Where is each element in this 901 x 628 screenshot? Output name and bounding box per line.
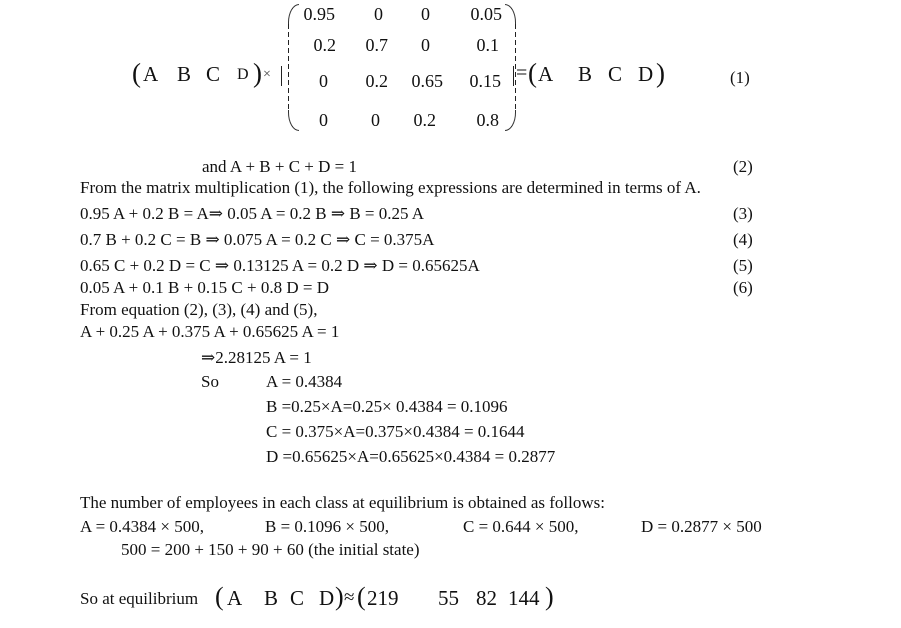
- conclusion-value-d: 144: [508, 586, 540, 610]
- employees-a: A = 0.4384 × 500,: [80, 517, 205, 536]
- left-paren: (: [528, 58, 537, 88]
- equation-number-6: (6): [733, 278, 753, 297]
- matrix-cell: 0: [319, 71, 328, 91]
- matrix-cell: 0: [371, 110, 380, 130]
- equation-4: 0.7 B + 0.2 C = B ⇒ 0.075 A = 0.2 C ⇒ C = 0.375A: [80, 230, 435, 249]
- approx-sign: ≈: [344, 587, 355, 608]
- left-paren: (: [132, 58, 141, 88]
- right-vector-b: B: [578, 62, 593, 86]
- matrix-cell: 0.1: [476, 35, 499, 55]
- so-label: So: [201, 372, 219, 391]
- left-vector-d: D: [237, 66, 249, 83]
- implies-equation: ⇒2.28125 A = 1: [201, 348, 312, 367]
- matrix-cell: 0.15: [469, 71, 501, 91]
- matrix-cell: 0: [319, 110, 328, 130]
- right-paren: ): [253, 58, 262, 88]
- matrix-cell: 0: [374, 4, 383, 24]
- matrix-cell: 0.2: [313, 35, 336, 55]
- value-b: B =0.25×A=0.25× 0.4384 = 0.1096: [266, 397, 508, 416]
- value-c: C = 0.375×A=0.375×0.4384 = 0.1644: [266, 422, 525, 441]
- equation-number-2: (2): [733, 157, 753, 176]
- right-paren: ): [656, 58, 665, 88]
- matrix-cell: 0.2: [365, 71, 388, 91]
- equation-number-5: (5): [733, 256, 753, 275]
- conclusion-value-a: 219: [367, 586, 399, 610]
- left-vector-b: B: [177, 62, 192, 86]
- left-vector-a: A: [143, 62, 159, 86]
- right-vector-c: C: [608, 62, 623, 86]
- conclusion-b: B: [264, 586, 279, 610]
- intro-paragraph: From the matrix multiplication (1), the following expressions are determined in terms of A.: [80, 178, 701, 197]
- conclusion-value-b: 55: [438, 586, 459, 610]
- conclusion-d: D: [319, 586, 335, 610]
- employees-d: D = 0.2877 × 500: [641, 517, 762, 536]
- equation-5: 0.65 C + 0.2 D = C ⇒ 0.13125 A = 0.2 D ⇒ D = 0.65625A: [80, 256, 480, 275]
- right-paren: ): [335, 582, 344, 611]
- equation-3: 0.95 A + 0.2 B = A⇒ 0.05 A = 0.2 B ⇒ B = 0.25 A: [80, 204, 425, 223]
- constraint-equation: and A + B + C + D = 1: [202, 157, 358, 176]
- value-d: D =0.65625×A=0.65625×0.4384 = 0.2877: [266, 447, 556, 466]
- employees-intro: The number of employees in each class at equilibrium is obtained as follows:: [80, 493, 605, 512]
- equation-number-4: (4): [733, 230, 753, 249]
- matrix-cell: 0: [421, 4, 430, 24]
- left-vector-c: C: [206, 62, 221, 86]
- bar: [513, 66, 514, 86]
- equation-number-3: (3): [733, 204, 753, 223]
- matrix-cell: 0.2: [413, 110, 436, 130]
- matrix-cell: 0.8: [476, 110, 499, 130]
- left-paren: (: [357, 582, 366, 611]
- matrix-cell: 0.05: [470, 4, 502, 24]
- employees-c: C = 0.644 × 500,: [463, 517, 579, 536]
- sum-equation: A + 0.25 A + 0.375 A + 0.65625 A = 1: [80, 322, 340, 341]
- right-vector-a: A: [538, 62, 554, 86]
- initial-state: 500 = 200 + 150 + 90 + 60 (the initial state): [121, 540, 420, 559]
- conclusion-a: A: [227, 586, 243, 610]
- matrix-cell: 0: [421, 35, 430, 55]
- conclusion-value-c: 82: [476, 586, 497, 610]
- employees-b: B = 0.1096 × 500,: [265, 517, 390, 536]
- times-sign: ×: [263, 67, 271, 82]
- conclusion-prefix: So at equilibrium: [80, 589, 199, 608]
- matrix-cell: 0.65: [411, 71, 443, 91]
- conclusion-c: C: [290, 586, 305, 610]
- matrix-cell: 0.7: [365, 35, 388, 55]
- equation-6: 0.05 A + 0.1 B + 0.15 C + 0.8 D = D: [80, 278, 329, 297]
- from-equation-text: From equation (2), (3), (4) and (5),: [80, 300, 318, 319]
- value-a: A = 0.4384: [266, 372, 343, 391]
- right-vector-d: D: [638, 62, 654, 86]
- left-paren: (: [215, 582, 224, 611]
- equals-sign: =: [516, 62, 528, 84]
- right-paren: ): [545, 582, 554, 611]
- equation-number-1: (1): [730, 68, 750, 87]
- matrix-cell: 0.95: [303, 4, 335, 24]
